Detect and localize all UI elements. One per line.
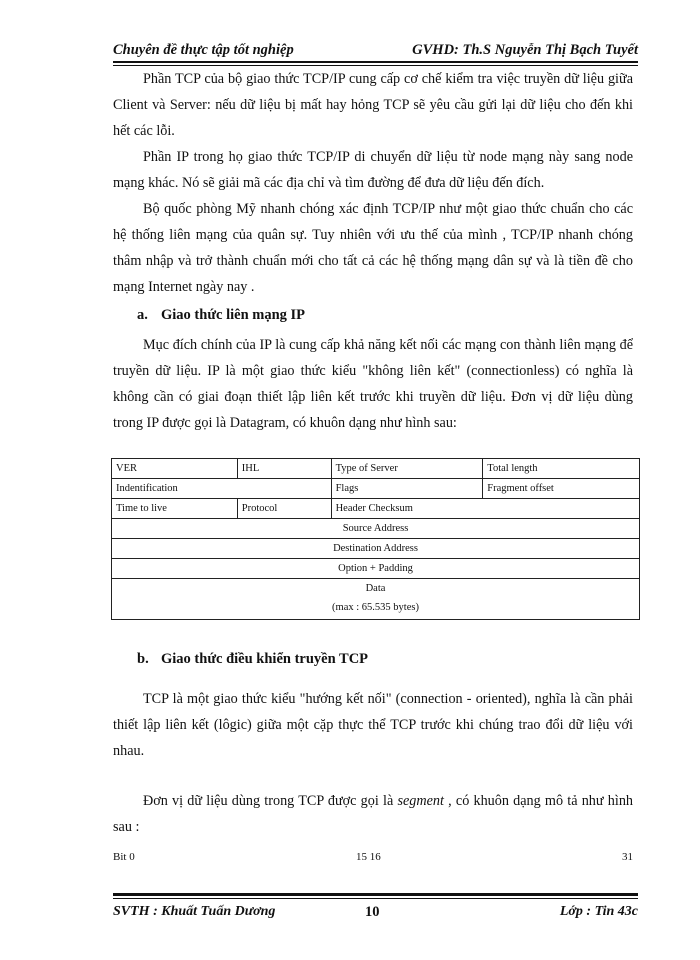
cell-tos: Type of Server [331, 459, 483, 479]
footer-rule [113, 893, 638, 896]
document-body-tcp [113, 646, 633, 840]
footer-rule-thin [113, 898, 638, 899]
heading-a-label: a. [137, 307, 148, 323]
table-row [112, 579, 640, 620]
cell-ihl: IHL [237, 459, 331, 479]
table-row [112, 519, 640, 539]
cell-data-note: (max : 65.535 bytes) [332, 602, 419, 613]
heading-a-text: Giao thức liên mạng IP [161, 307, 306, 323]
footer-left: SVTH : Khuất Tuấn Dương [113, 904, 276, 919]
bit-mid-label: 15 16 [356, 851, 381, 863]
heading-a [113, 302, 633, 328]
page-number: 10 [365, 904, 380, 920]
paragraph-ip-purpose: Mục đích chính của IP là cung cấp khả năng kết nối các mạng con thành liên mạng để truyền dữ liệu. IP là một giao thức kiểu "không liên kết" (connectionless) có nghĩa là không cần có giai đoạn thiết lập liên kết trước khi truyền dữ liệu. Đơn vị dữ liệu dùng trong IP được gọi là Datagram, có khuôn dạng như hình sau: [113, 337, 633, 431]
cell-fragment-offset: Fragment offset [483, 479, 640, 499]
segment-term: segment [397, 793, 444, 809]
table-row [112, 499, 640, 519]
document-body [113, 66, 633, 436]
cell-destination-address: Destination Address [112, 539, 640, 559]
page-header [113, 38, 638, 64]
cell-protocol: Protocol [237, 499, 331, 519]
cell-identification: Indentification [112, 479, 332, 499]
paragraph-ip: Phần IP trong họ giao thức TCP/IP di chuyển dữ liệu từ node mạng này sang node mạng khác. Nó sẽ giải mã các địa chỉ và tìm đường để đưa dữ liệu đến đích. [113, 149, 633, 191]
header-left: Chuyên đề thực tập tốt nghiệp [113, 42, 294, 58]
ip-datagram-table [111, 458, 640, 620]
heading-b-label: b. [137, 651, 149, 667]
segment-text-a: Đơn vị dữ liệu dùng trong TCP được gọi là [143, 793, 398, 809]
footer-right: Lớp : Tin 43c [559, 904, 638, 919]
header-right: GVHD: Th.S Nguyễn Thị Bạch Tuyết [412, 42, 638, 58]
cell-ttl: Time to live [112, 499, 238, 519]
heading-b-text: Giao thức điều khiển truyền TCP [161, 651, 369, 667]
table-row [112, 539, 640, 559]
table-row [112, 479, 640, 499]
cell-option-padding: Option + Padding [112, 559, 640, 579]
segment-text-b: , có khuôn dạng mô tả như hình sau : [113, 793, 634, 835]
paragraph-tcp-connection: TCP là một giao thức kiểu "hướng kết nối" (connection - oriented), nghĩa là cần phải thiết lập liên kết (lôgic) giữa một cặp thực thể TCP trước khi chúng trao đổi dữ liệu với nhau. [113, 691, 633, 759]
cell-ver: VER [112, 459, 238, 479]
cell-flags: Flags [331, 479, 483, 499]
paragraph-segment [113, 788, 633, 840]
bit-start-label: Bit 0 [113, 851, 135, 863]
cell-data-label: Data [365, 583, 386, 594]
cell-total-length: Total length [483, 459, 640, 479]
paragraph-dod: Bộ quốc phòng Mỹ nhanh chóng xác định TCP/IP như một giao thức chuẩn cho các hệ thống liên mạng của quân sự. Tuy nhiên với ưu thế của mình , TCP/IP nhanh chóng thâm nhập và trở thành chuẩn mới cho tất cả các hệ thống mạng dân sự và là tiền đề cho mạng Internet ngày nay . [113, 201, 633, 295]
cell-data [112, 579, 640, 620]
paragraph-tcp: Phần TCP của bộ giao thức TCP/IP cung cấp cơ chế kiểm tra việc truyền dữ liệu giữa Client và Server: nếu dữ liệu bị mất hay hỏng TCP sẽ yêu cầu gửi lại dữ liệu cho đến khi hết các lỗi. [113, 71, 633, 139]
table-row [112, 459, 640, 479]
bit-end-label: 31 [622, 851, 633, 863]
cell-checksum: Header Checksum [331, 499, 639, 519]
table-row [112, 559, 640, 579]
header-rule [113, 61, 638, 63]
heading-b [113, 646, 633, 672]
cell-source-address: Source Address [112, 519, 640, 539]
page-footer [113, 893, 638, 923]
